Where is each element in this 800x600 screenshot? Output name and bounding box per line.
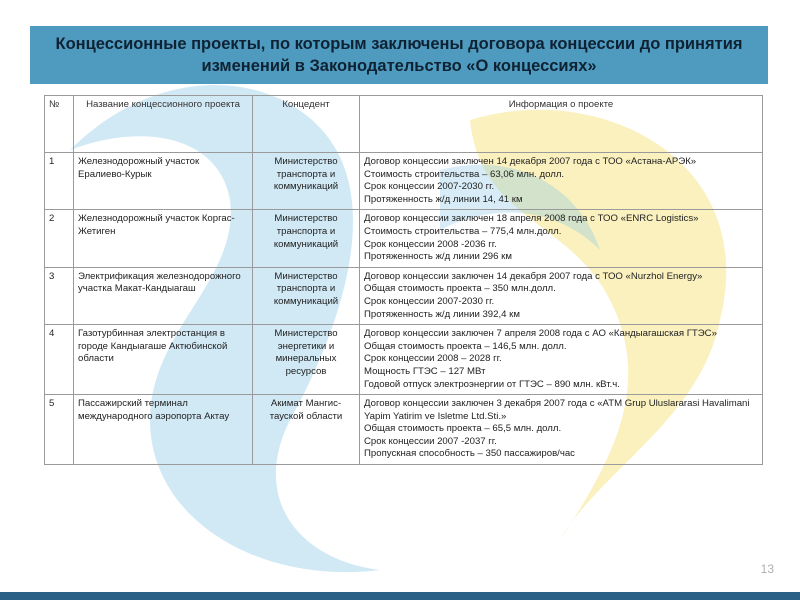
project-name: Электрификация железнодорожного участка Макат-Кандыагаш (74, 267, 253, 324)
project-name: Железнодорожный участок Коргас-Жетиген (74, 210, 253, 267)
row-number: 5 (45, 395, 74, 465)
project-grantor: Акимат Мангис-тауской области (253, 395, 360, 465)
info-line: Срок концессии 2008 -2036 гг. (364, 238, 497, 250)
info-line: Договор концессии заключен 14 декабря 2007 года с ТОО «Nurzhol Energy» (364, 270, 703, 282)
info-line: Стоимость строительства – 775,4 млн.долл. (364, 225, 562, 237)
table-row (45, 210, 763, 267)
info-line: Протяженность ж/д линии 392,4 км (364, 308, 520, 320)
project-name: Пассажирский терминал международного аэропорта Актау (74, 395, 253, 465)
header-number: № (45, 96, 74, 153)
info-line: Срок концессии 2008 – 2028 гг. (364, 353, 502, 365)
table-row (45, 267, 763, 324)
header-project-name: Название концессионного проекта (74, 96, 253, 153)
info-line: Общая стоимость проекта – 65,5 млн. долл. (364, 423, 562, 435)
info-line: Общая стоимость проекта – 350 млн.долл. (364, 283, 556, 295)
info-line: Стоимость строительства – 63,06 млн. долл. (364, 168, 565, 180)
project-grantor: Министерство транспорта и коммуникаций (253, 267, 360, 324)
info-line: Срок концессии 2007-2030 гг. (364, 181, 495, 193)
project-info (360, 267, 763, 324)
header-grantor: Концедент (253, 96, 360, 153)
info-line: Договор концессии заключен 7 апреля 2008 года с АО «Кандыагашская ГТЭС» (364, 328, 717, 340)
concession-projects-table (44, 95, 763, 465)
table-row (45, 325, 763, 395)
slide-title: Концессионные проекты, по которым заключены договора концессии до принятия изменений в Законодательство «О концессиях» (55, 35, 743, 75)
header-project-info: Информация о проекте (360, 96, 763, 153)
info-line: Протяженность ж/д линии 296 км (364, 251, 512, 263)
row-number: 2 (45, 210, 74, 267)
project-info (360, 210, 763, 267)
info-line: Срок концессии 2007 -2037 гг. (364, 435, 497, 447)
title-bar (30, 26, 768, 84)
row-number: 1 (45, 153, 74, 210)
row-number: 4 (45, 325, 74, 395)
row-number: 3 (45, 267, 74, 324)
info-line: Срок концессии 2007-2030 гг. (364, 295, 495, 307)
project-grantor: Министерство транспорта и коммуникаций (253, 153, 360, 210)
project-name: Железнодорожный участок Ералиево-Курык (74, 153, 253, 210)
info-line: Договор концессии заключен 14 декабря 2007 года с ТОО «Астана-АРЭК» (364, 156, 697, 167)
project-name: Газотурбинная электростанция в городе Кандыагаше Актюбинской области (74, 325, 253, 395)
info-line: Договор концессии заключен 3 декабря 2007 года с «ATM Grup Uluslararasi Havalimani Yapim Yatirim ve Isletme Ltd.Sti.» (364, 398, 750, 422)
project-info (360, 325, 763, 395)
bottom-bar (0, 592, 800, 600)
info-line: Договор концессии заключен 18 апреля 2008 года с ТОО «ENRC Logistics» (364, 213, 699, 225)
info-line: Годовой отпуск электроэнергии от ГТЭС – 890 млн. кВт.ч. (364, 378, 620, 390)
info-line: Мощность ГТЭС – 127 МВт (364, 365, 486, 377)
project-info (360, 153, 763, 210)
page-number: 13 (760, 562, 774, 576)
project-grantor: Министерство транспорта и коммуникаций (253, 210, 360, 267)
table-row (45, 395, 763, 465)
info-line: Протяженность ж/д линии 14, 41 км (364, 193, 523, 205)
project-grantor: Министерство энергетики и минеральных ресурсов (253, 325, 360, 395)
info-line: Пропускная способность – 350 пассажиров/час (364, 448, 575, 460)
info-line: Общая стоимость проекта – 146,5 млн. долл. (364, 340, 567, 352)
project-info (360, 395, 763, 465)
table-header-row (45, 96, 763, 153)
table-row (45, 153, 763, 210)
